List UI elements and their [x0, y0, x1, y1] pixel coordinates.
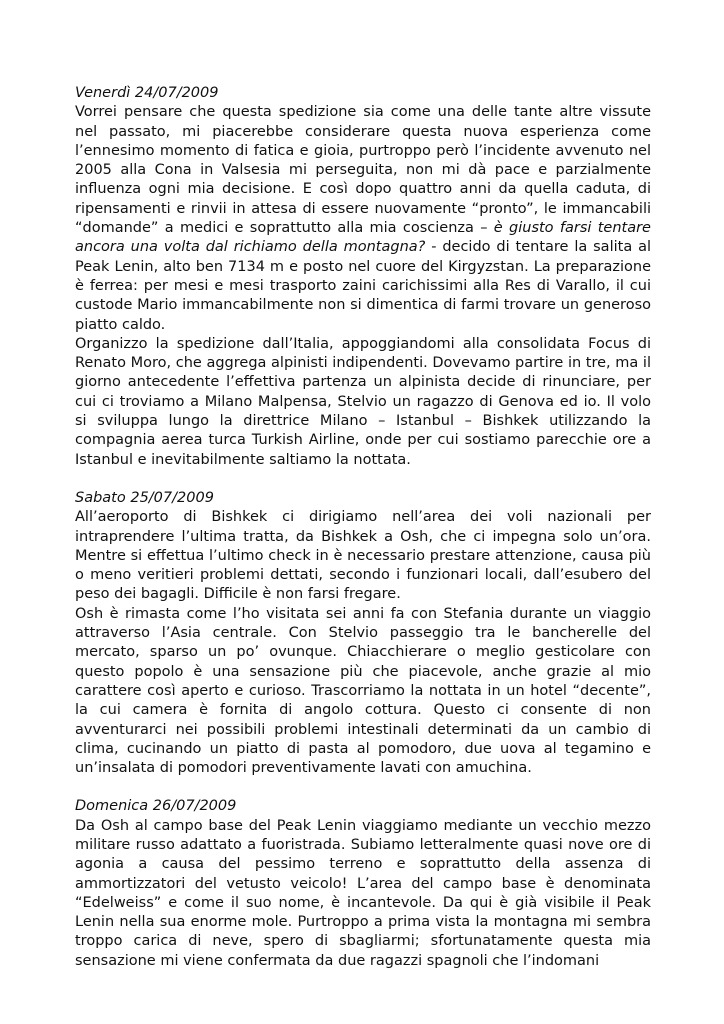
- spacer: [75, 778, 651, 797]
- paragraph-text: - decido di tentare la salita al Peak Lenin, alto ben 7134 m e posto nel cuore del Kirgyzstan. La preparazione è ferrea: per mesi e mesi trasporto zaini carichissimi alla Res di Varallo, il cui custode Mario immancabilmente non si dimentica di farmi trovare un generoso piatto caldo.: [75, 239, 651, 333]
- paragraph-italic-question: è giusto farsi tentare ancora una volta dal richiamo della montagna?: [75, 220, 651, 256]
- entry-paragraph: All’aeroporto di Bishkek ci dirigiamo nell’area dei voli nazionali per intraprendere l’ultima tratta, da Bishkek a Osh, che ci impegna solo un’ora. Mentre si effettua l’ultimo check in è necessario prestare attenzione, causa più o meno veritieri problemi dettati, secondo i funzionari locali, dall’esubero del peso dei bagagli. Difficile è non farsi fregare.: [75, 509, 651, 603]
- paragraph-text: Vorrei pensare che questa spedizione sia come una delle tante altre vissute nel passato, mi piacerebbe considerare questa nuova esperienza come l’ennesimo momento di fatica e gioia, purtroppo però l’incidente avvenuto nel 2005 alla Cona in Valsesia mi perseguita, non mi dà pace e parzialmente influenza ogni mia decisione. E così dopo quattro anni da quella caduta, di ripensamenti e rinvii in attesa di essere nuovamente “pronto”, le immancabili “domande” a medici e soprattutto alla mia coscienza –: [75, 104, 651, 237]
- entry-date: Sabato 25/07/2009: [75, 489, 214, 506]
- document-page: [75, 84, 651, 971]
- entry-date: Domenica 26/07/2009: [75, 798, 237, 815]
- entry-paragraph: [75, 103, 651, 335]
- spacer: [75, 470, 651, 489]
- entry-date: Venerdì 24/07/2009: [75, 85, 219, 101]
- entry-paragraph: Da Osh al campo base del Peak Lenin viaggiamo mediante un vecchio mezzo militare russo adattato a fuoristrada. Subiamo letteralmente quasi nove ore di agonia a causa del pessimo terreno e soprattutto della assenza di ammortizzatori del vetusto veicolo! L’area del campo base è denominata “Edelweiss” e come il suo nome, è incantevole. Da qui è già visibile il Peak Lenin nella sua enorme mole. Purtroppo a prima vista la montagna mi sembra troppo carica di neve, spero di sbagliarmi; sfortunatamente questa mia sensazione mi viene confermata da due ragazzi spagnoli che l’indomani: [75, 817, 651, 969]
- entry-paragraph: Organizzo la spedizione dall’Italia, appoggiandomi alla consolidata Focus di Renato Moro, che aggrega alpinisti indipendenti. Dovevamo partire in tre, ma il giorno antecedente l’effettiva partenza un alpinista decide di rinunciare, per cui ci troviamo a Milano Malpensa, Stelvio un ragazzo di Genova ed io. Il volo si sviluppa lungo la direttrice Milano – Istanbul – Bishkek utilizzando la compagnia aerea turca Turkish Airline, onde per cui sostiamo parecchie ore a Istanbul e inevitabilmente saltiamo la nottata.: [75, 335, 651, 468]
- entry-paragraph: Osh è rimasta come l’ho visitata sei anni fa con Stefania durante un viaggio attraverso l’Asia centrale. Con Stelvio passeggio tra le bancherelle del mercato, sparso un po’ ovunque. Chiacchierare o meglio gesticolare con questo popolo è una sensazione più che piacevole, anche grazie al mio carattere così aperto e curioso. Trascorriamo la nottata in un hotel “decente”, la cui camera è fornita di angolo cottura. Questo ci consente di non avventurarci nei possibili problemi intestinali determinati da un cambio di clima, cucinando un piatto di pasta al pomodoro, due uova al tegamino e un’insalata di pomodori preventivamente lavati con amuchina.: [75, 605, 651, 777]
